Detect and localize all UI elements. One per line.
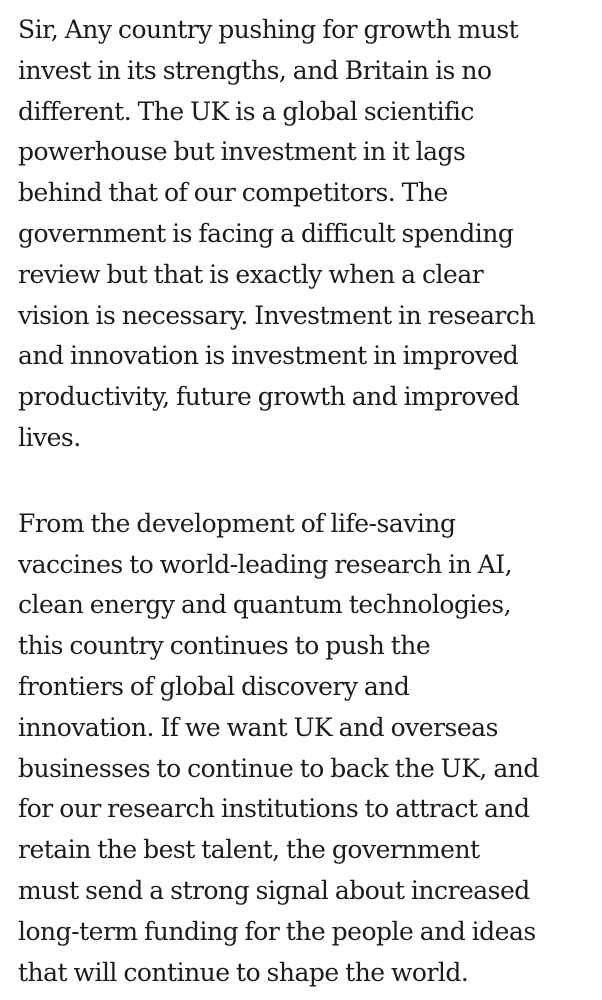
- text-line: must send a strong signal about increased: [18, 875, 530, 905]
- text-line: lives.: [18, 422, 81, 452]
- text-line: that will continue to shape the world.: [18, 957, 469, 987]
- text-line: review but that is exactly when a clear: [18, 259, 484, 289]
- text-line: this country continues to push the: [18, 631, 431, 661]
- paragraph-1: [18, 10, 598, 459]
- text-line: frontiers of global discovery and: [18, 671, 410, 701]
- text-line: retain the best talent, the government: [18, 835, 480, 865]
- text-line: businesses to continue to back the UK, and: [18, 753, 539, 783]
- text-line: innovation. If we want UK and overseas: [18, 712, 498, 742]
- text-line: behind that of our competitors. The: [18, 178, 448, 208]
- text-line: powerhouse but investment in it lags: [18, 137, 466, 167]
- text-line: and innovation is investment in improved: [18, 341, 519, 371]
- text-line: From the development of life-saving: [18, 508, 456, 538]
- letter-body: [18, 10, 598, 993]
- text-line: clean energy and quantum technologies,: [18, 590, 512, 620]
- text-line: government is facing a difficult spending: [18, 218, 514, 248]
- text-line: vision is necessary. Investment in research: [18, 300, 535, 330]
- text-line: invest in its strengths, and Britain is no: [18, 55, 492, 85]
- text-line: Sir, Any country pushing for growth must: [18, 15, 519, 44]
- text-line: long-term funding for the people and ideas: [18, 916, 536, 946]
- paragraph-2: [18, 504, 598, 994]
- text-line: vaccines to world-leading research in AI,: [18, 549, 513, 579]
- text-line: different. The UK is a global scientific: [18, 96, 474, 126]
- text-line: for our research institutions to attract and: [18, 794, 530, 824]
- text-line: productivity, future growth and improved: [18, 382, 520, 412]
